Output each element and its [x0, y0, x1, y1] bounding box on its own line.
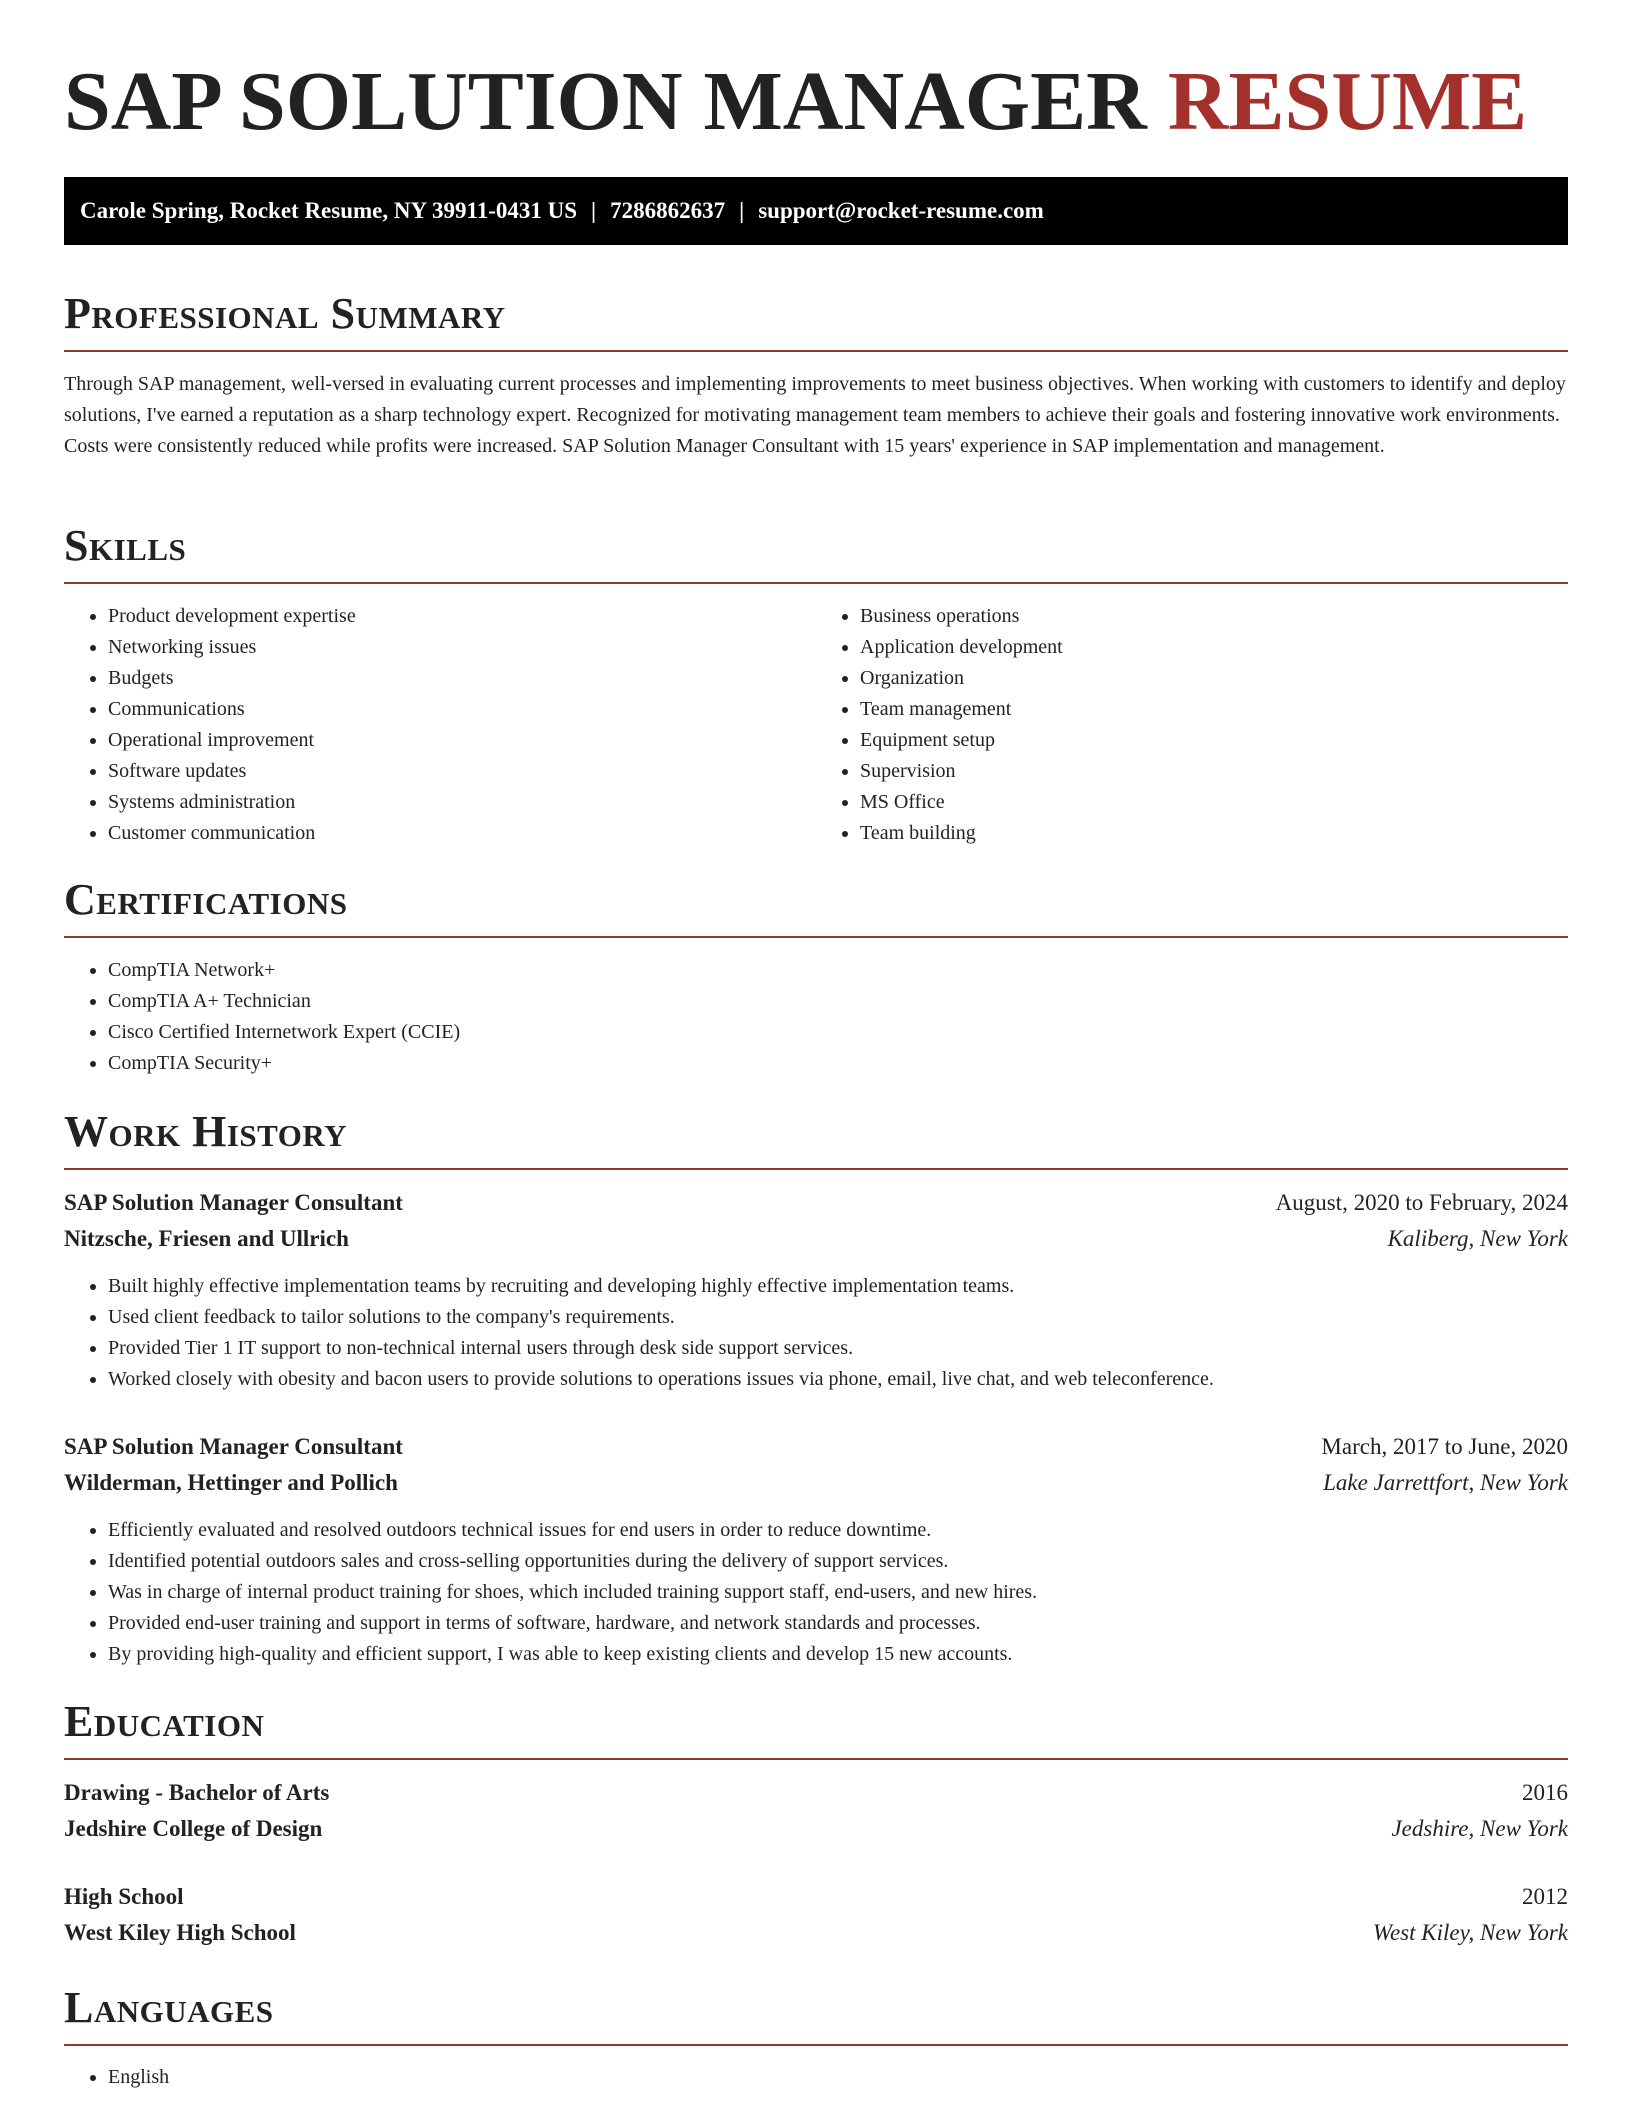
- languages-section: [64, 1982, 1568, 2093]
- skill-item: • Operational improvement: [108, 725, 816, 756]
- title-main: SAP SOLUTION MANAGER: [64, 55, 1147, 148]
- skill-item: • Product development expertise: [108, 601, 816, 632]
- job-bullet: • By providing high-quality and efficient support, I was able to keep existing clients and develop 15 new accounts.: [108, 1639, 1568, 1670]
- certification-item: • CompTIA Security+: [108, 1048, 1568, 1079]
- education-header-row: [64, 1879, 1568, 1915]
- contact-separator: |: [739, 198, 745, 223]
- certifications-section: [64, 874, 1568, 1079]
- education-year: 2016: [1522, 1780, 1568, 1805]
- section-divider: [64, 936, 1568, 938]
- certification-item: • CompTIA Network+: [108, 955, 1568, 986]
- education-degree: Drawing - Bachelor of Arts: [64, 1780, 330, 1805]
- education-entry: [64, 1775, 1568, 1847]
- skills-column-left: [64, 601, 816, 849]
- job-entry: [64, 1429, 1568, 1670]
- language-item: • English: [108, 2062, 1568, 2093]
- skill-item: • Team management: [860, 694, 1568, 725]
- skill-item: • Business operations: [860, 601, 1568, 632]
- skills-column-right: [816, 601, 1568, 849]
- section-heading-summary: Professional Summary: [64, 289, 506, 338]
- job-company: Nitzsche, Friesen and Ullrich: [64, 1226, 349, 1251]
- skill-item: • Customer communication: [108, 818, 816, 849]
- education-year: 2012: [1522, 1884, 1568, 1909]
- education-location: West Kiley, New York: [1372, 1920, 1568, 1945]
- education-section: [64, 1696, 1568, 1951]
- section-heading-languages: Languages: [64, 1983, 274, 2032]
- job-bullet: • Built highly effective implementation teams by recruiting and developing highly effective implementation teams.: [108, 1271, 1568, 1302]
- languages-list: [64, 2062, 1568, 2093]
- job-header-row: [64, 1429, 1568, 1465]
- job-bullet: • Provided end-user training and support in terms of software, hardware, and network standards and processes.: [108, 1608, 1568, 1639]
- job-entry: [64, 1185, 1568, 1395]
- skills-section: [64, 520, 1568, 849]
- section-divider: [64, 2044, 1568, 2046]
- job-title: SAP Solution Manager Consultant: [64, 1190, 403, 1215]
- certification-item: • CompTIA A+ Technician: [108, 986, 1568, 1017]
- job-bullets: [64, 1271, 1568, 1395]
- section-divider: [64, 582, 1568, 584]
- job-bullet: • Efficiently evaluated and resolved outdoors technical issues for end users in order to reduce downtime.: [108, 1515, 1568, 1546]
- job-bullet: • Was in charge of internal product training for shoes, which included training support staff, end-users, and new hires.: [108, 1577, 1568, 1608]
- skill-item: • Budgets: [108, 663, 816, 694]
- skills-list-left: [64, 601, 816, 849]
- education-school-row: [64, 1915, 1568, 1951]
- job-bullet: • Identified potential outdoors sales and cross-selling opportunities during the delivery of support services.: [108, 1546, 1568, 1577]
- job-dates: March, 2017 to June, 2020: [1321, 1434, 1568, 1459]
- job-bullets: [64, 1515, 1568, 1670]
- work-history-section: [64, 1106, 1568, 1670]
- skill-item: • Communications: [108, 694, 816, 725]
- section-heading-certifications: Certifications: [64, 875, 348, 924]
- contact-separator: |: [591, 198, 597, 223]
- job-header-row: [64, 1185, 1568, 1221]
- section-divider: [64, 1168, 1568, 1170]
- section-heading-work: Work History: [64, 1107, 348, 1156]
- skills-list-right: [816, 601, 1568, 849]
- skill-item: • Networking issues: [108, 632, 816, 663]
- certifications-list: [64, 955, 1568, 1079]
- education-degree: High School: [64, 1884, 184, 1909]
- job-bullet: • Provided Tier 1 IT support to non-technical internal users through desk side support services.: [108, 1333, 1568, 1364]
- job-location: Kaliberg, New York: [1387, 1226, 1568, 1251]
- job-bullet: • Worked closely with obesity and bacon users to provide solutions to operations issues via phone, email, live chat, and web teleconference.: [108, 1364, 1568, 1395]
- skill-item: • Team building: [860, 818, 1568, 849]
- education-school: West Kiley High School: [64, 1920, 296, 1945]
- skill-item: • Application development: [860, 632, 1568, 663]
- contact-address: Carole Spring, Rocket Resume, NY 39911-0431 US: [80, 198, 578, 223]
- job-company-row: [64, 1221, 1568, 1257]
- job-bullet: • Used client feedback to tailor solutions to the company's requirements.: [108, 1302, 1568, 1333]
- job-title: SAP Solution Manager Consultant: [64, 1434, 403, 1459]
- skill-item: • Organization: [860, 663, 1568, 694]
- skill-item: • Supervision: [860, 756, 1568, 787]
- certification-item: • Cisco Certified Internetwork Expert (CCIE): [108, 1017, 1568, 1048]
- resume-title: [64, 52, 1568, 152]
- skill-item: • MS Office: [860, 787, 1568, 818]
- job-location: Lake Jarrettfort, New York: [1323, 1470, 1568, 1495]
- section-divider: [64, 1758, 1568, 1760]
- skill-item: • Systems administration: [108, 787, 816, 818]
- summary-section: [64, 288, 1568, 462]
- education-header-row: [64, 1775, 1568, 1811]
- skill-item: • Equipment setup: [860, 725, 1568, 756]
- skills-columns: [64, 601, 1568, 849]
- contact-phone[interactable]: 7286862637: [610, 198, 726, 223]
- job-dates: August, 2020 to February, 2024: [1275, 1190, 1568, 1215]
- title-accent: RESUME: [1167, 55, 1528, 148]
- job-company: Wilderman, Hettinger and Pollich: [64, 1470, 398, 1495]
- summary-text: Through SAP management, well-versed in evaluating current processes and implementing improvements to meet business objectives. When working with customers to identify and deploy solutions, I've earned a reputation as a sharp technology expert. Recognized for motivating management team members to achieve their goals and fostering innovative work environments. Costs were consistently reduced while profits were increased. SAP Solution Manager Consultant with 15 years' experience in SAP implementation and management.: [64, 373, 1566, 457]
- education-location: Jedshire, New York: [1391, 1816, 1568, 1841]
- education-school-row: [64, 1811, 1568, 1847]
- contact-email[interactable]: support@rocket-resume.com: [758, 198, 1044, 223]
- job-company-row: [64, 1465, 1568, 1501]
- section-divider: [64, 350, 1568, 352]
- education-school: Jedshire College of Design: [64, 1816, 323, 1841]
- section-heading-skills: Skills: [64, 521, 187, 570]
- skill-item: • Software updates: [108, 756, 816, 787]
- education-entry: [64, 1879, 1568, 1951]
- contact-bar: [64, 177, 1568, 245]
- section-heading-education: Education: [64, 1697, 265, 1746]
